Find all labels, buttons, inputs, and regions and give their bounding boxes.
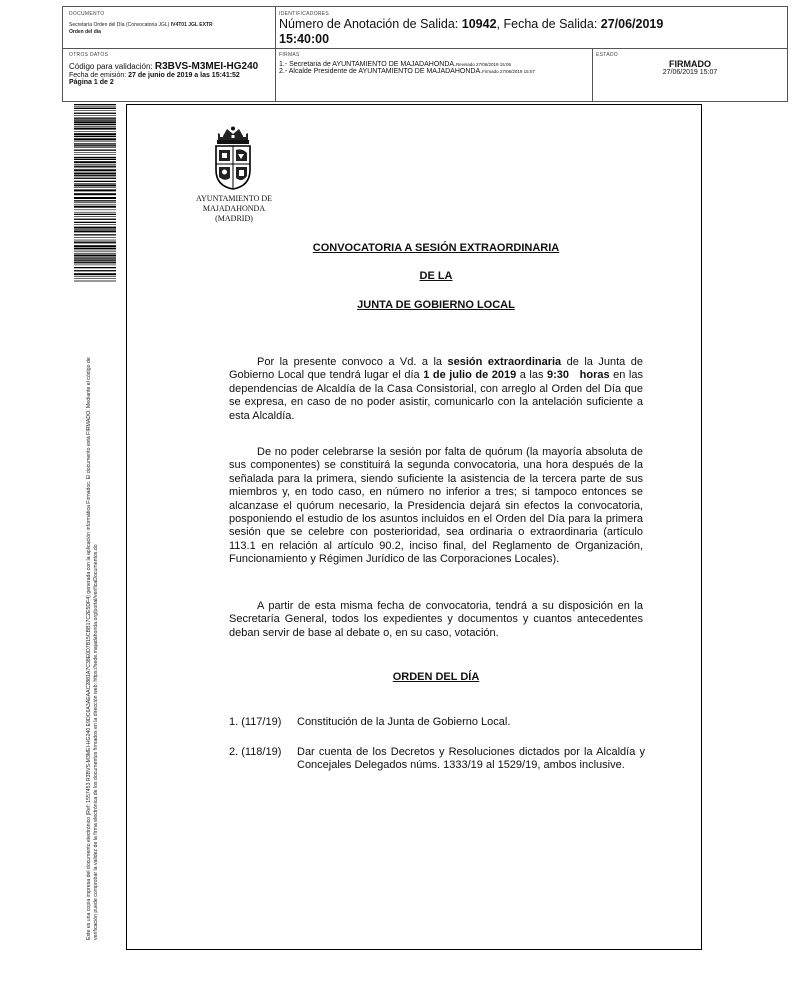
barcode-icon [74, 104, 116, 282]
municipality-letterhead [186, 194, 282, 224]
document-title-line-2: DE LA [419, 270, 453, 282]
side-text-line-2: verificación puede comprobar la validez de la firma electrónica de los documentos firmados en la dirección web: https://sede.majadahonda.org/portal/verificaDocumentos.do [93, 544, 99, 940]
p1-session-type: sesión extraordinaria [447, 356, 562, 368]
estado-date: 27/06/2019 15:07 [662, 69, 718, 76]
documento-code: IV4T01 JGL EXTR [170, 22, 213, 28]
codigo-validacion-label: Código para validación: [69, 62, 155, 71]
firma-1-status: Revisado 27/06/2019 15:06 [456, 62, 512, 67]
p1-text-2: de la Junta de Gobierno Local que tendrá lugar el día [229, 356, 643, 382]
document-title-line-1: CONVOCATORIA A SESIÓN EXTRAORDINARIA [312, 242, 560, 254]
document-title-line-3: JUNTA DE GOBIERNO LOCAL [357, 299, 515, 311]
anotacion-salida [279, 17, 779, 47]
document-metadata-header [62, 6, 788, 102]
firmas-label: FIRMAS [279, 52, 300, 58]
fecha-emision-label: Fecha de emisión: [69, 72, 129, 79]
fecha-emision-value: 27 de junio de 2019 a las 15:41:52 [128, 72, 240, 79]
letterhead-line-1: AYUNTAMIENTO DE [195, 194, 273, 203]
firma-1-signer: 1.- Secretaria de AYUNTAMIENTO DE MAJADAHONDA. [279, 61, 456, 68]
estado-cell [596, 52, 784, 76]
quorum-paragraph: De no poder celebrarse la sesión por falta de quórum (la mayoría absoluta de sus componentes) se constituirá la segunda convocatoria, una hora después de la señalada para la primera, siendo suficiente la asistencia de la tercera parte de sus miembros y, en todo caso, en número no inferior a tres; si tampoco entonces se alcanzase el quórum necesario, la Presidencia dejará sin efectos la convocatoria, posponiendo el estudio de los asuntos incluidos en el Orden del Día para la primera sesión que se celebre con posterioridad, sea ordinaria o extraordinaria (artículo 113.1 en relación al artículo 90.2, inciso final, del Reglamento de Organización, Funcionamiento y Régimen Jurídico de las Corporaciones Locales). [229, 446, 643, 566]
documento-cell [69, 11, 273, 35]
codigo-validacion-value: R3BVS-M3MEI-HG240 [154, 61, 259, 72]
firma-1 [279, 61, 589, 68]
agenda-item-number: 2. (118/19) [229, 746, 282, 758]
p1-text-4: en las dependencias de Alcaldía de la Casa Consistorial, con arreglo al Orden del Día que se expresa, en caso de no poder asistir, comunicarlo con la antelación suficiente a esta Alcaldía. [229, 369, 643, 422]
otros-datos-label: OTROS DATOS [69, 52, 109, 58]
agenda-item [229, 746, 645, 773]
firmas-cell [279, 52, 589, 75]
pagina-indicator: Página 1 de 2 [69, 79, 114, 86]
p1-session-time: 9:30 horas [547, 369, 610, 382]
verification-side-text [86, 260, 100, 940]
side-text-line-1: Este es una copia impresa del documento electrónico (Ref: 1557453 R3BVS-M3MEI-HG240 E9DC6A3AEAAC2881A7C38E0D7B15CBB17C2E5DF4) generada con la aplicación informática Firmadoc. El documento está FIRMADO. Mediante el código de [86, 357, 92, 940]
otros-datos-cell [69, 52, 273, 86]
identificadores-cell [279, 11, 779, 47]
anotacion-label: Número de Anotación de Salida: [279, 17, 462, 31]
p1-text-1: Por la presente convoco a Vd. a la [257, 356, 448, 368]
convocation-paragraph [229, 356, 643, 423]
documento-label: DOCUMENTO [69, 11, 105, 17]
identificadores-label: IDENTIFICADORES [279, 11, 330, 17]
documento-type: Secretaría Orden del Día (Convocatoria JGL) [69, 22, 171, 28]
p1-text-3: a las [516, 369, 548, 382]
fecha-salida-label: , Fecha de Salida: [496, 17, 601, 31]
letterhead-line-3: (MADRID) [215, 214, 253, 223]
agenda-item-text: Dar cuenta de los Decretos y Resoluciones dictados por la Alcaldía y Concejales Delegados núms. 1333/19 al 1529/19, ambos inclusive. [297, 746, 645, 772]
anotacion-number: 10942 [461, 17, 497, 31]
documentation-paragraph: A partir de esta misma fecha de convocatoria, tendrá a su disposición en la Secretaría General, todos los expedientes y documentos y cuantos antecedentes deban servir de base al debate o, en su caso, votación. [229, 600, 643, 639]
documento-description [69, 22, 273, 28]
agenda-item-number: 1. (117/19) [229, 716, 282, 728]
firma-2 [279, 68, 589, 75]
estado-value: FIRMADO [669, 59, 711, 69]
documento-subtitle: Orden del día [69, 29, 101, 35]
fecha-emision [69, 72, 273, 79]
firma-2-status: Firmado 27/06/2019 15:07 [482, 69, 535, 74]
agenda-item-text: Constitución de la Junta de Gobierno Local. [297, 716, 511, 728]
fecha-salida-time: 15:40:00 [279, 32, 330, 46]
firma-2-signer: 2.- Alcalde Presidente de AYUNTAMIENTO DE MAJADAHONDA. [279, 68, 483, 75]
estado-label: ESTADO [596, 52, 618, 58]
fecha-salida-date: 27/06/2019 [600, 17, 664, 31]
agenda-item [229, 716, 645, 729]
codigo-validacion [69, 61, 273, 72]
orden-del-dia-heading: ORDEN DEL DÍA [392, 671, 480, 683]
letterhead-line-2: MAJADAHONDA [202, 204, 266, 213]
coat-of-arms-icon [210, 126, 256, 190]
p1-session-date: 1 de julio de 2019 [423, 369, 517, 382]
